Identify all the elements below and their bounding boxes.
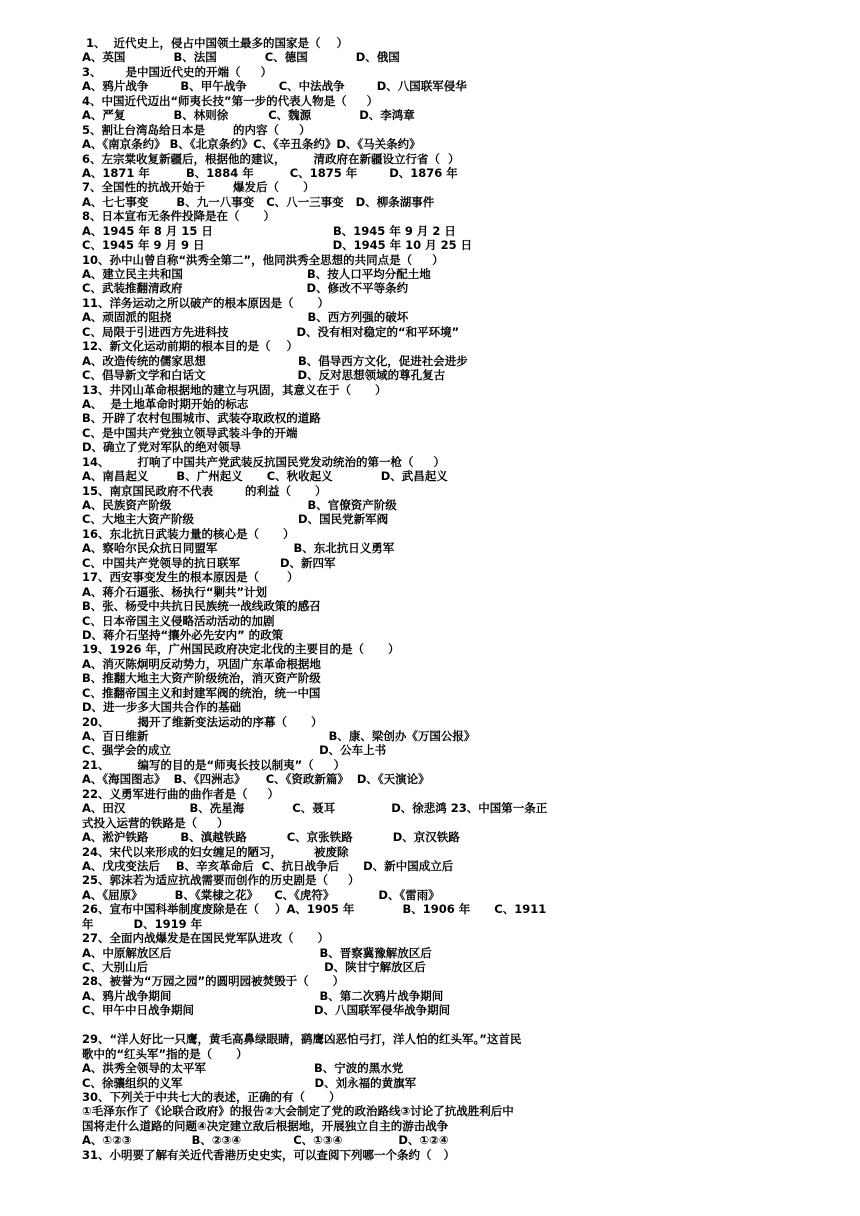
question-line: A、田汉 B、冼星海 C、聂耳 D、徐悲鸿 23、中国第一条正 xyxy=(82,801,548,816)
question-line: 歌中的“红头军”指的是（ ） xyxy=(82,1046,248,1061)
question-line: 12、新文化运动前期的根本目的是（ ） xyxy=(82,339,299,354)
question-line: 年 D、1919 年 xyxy=(82,916,203,931)
question-line: 国将走什么道路的问题④决定建立敌后根据地，开展独立自主的游击战争 xyxy=(82,1118,449,1133)
question-line: 8、日本宣布无条件投降是在（ ） xyxy=(82,209,276,224)
question-line: D、蒋介石坚持“攘外必先安内” 的政策 xyxy=(82,627,284,642)
question-line: A、《南京条约》 B、《北京条约》C、《辛丑条约》D、《马关条约》 xyxy=(82,137,421,152)
question-line: A、七七事变 B、九一八事变 C、八一三事变 D、柳条湖事件 xyxy=(82,194,435,209)
question-line: A、1871 年 B、1884 年 C、1875 年 D、1876 年 xyxy=(82,165,458,180)
question-line: C、倡导新文学和白话文 D、反对思想领域的尊孔复古 xyxy=(82,368,446,383)
question-line: 式投入运营的铁路是（ ） xyxy=(82,815,229,830)
question-line: B、开辟了农村包围城市、武装夺取政权的道路 xyxy=(82,411,321,426)
question-line: 26、宣布中国科举制度废除是在（ ）A、1905 年 B、1906 年 C、1911 xyxy=(82,902,547,917)
question-line: A、百日维新 B、康、梁创办《万国公报》 xyxy=(82,729,476,743)
question-line: ①毛泽东作了《论联合政府》的报告②大会制定了党的政治路线③讨论了抗战胜利后中 xyxy=(82,1104,514,1119)
question-line: 15、南京国民政府不代表 的利益（ ） xyxy=(82,483,327,498)
question-line: 5、割让台湾岛给日本是 的内容（ ） xyxy=(82,122,311,137)
question-line: C、武装推翻清政府 D、修改不平等条约 xyxy=(82,281,409,296)
question-line: 3、 是中国近代史的开端（ ） xyxy=(82,64,273,79)
question-line: 17、西安事变发生的根本原因是（ ） xyxy=(82,570,299,585)
question-line: C、1945 年 9 月 9 日 D、1945 年 10 月 25 日 xyxy=(82,238,473,253)
question-line: B、推翻大地主大资产阶级统治，消灭资产阶级 xyxy=(82,671,321,686)
question-line: C、大地主大资产阶级 D、国民党新军阀 xyxy=(82,512,389,527)
question-line: C、日本帝国主义侵略活动活动的加剧 xyxy=(82,613,275,628)
question-line: 13、井冈山革命根据地的建立与巩固，其意义在于（ ） xyxy=(82,382,387,397)
question-line: 6、左宗棠收复新疆后，根据他的建议， 清政府在新疆设立行省（ ） xyxy=(82,151,460,166)
question-line: 14、 打响了中国共产党武装反抗国民党发动统治的第一枪（ ） xyxy=(82,454,446,469)
question-line: 28、被誉为“万园之园”的圆明园被焚毁于（ ） xyxy=(82,974,345,989)
question-line: 10、孙中山曾自称“洪秀全第二”，他同洪秀全思想的共同点是（ ） xyxy=(82,252,444,267)
question-line: D、确立了党对军队的绝对领导 xyxy=(82,440,242,455)
question-line: 29、“洋人好比一只鹰，黄毛高鼻绿眼睛，鹞鹰凶恶怕弓打，洋人怕的红头军。”这首民 xyxy=(82,1032,522,1047)
question-line: A、建立民主共和国 B、按人口平均分配土地 xyxy=(82,267,431,281)
question-line: C、强学会的成立 D、公车上书 xyxy=(82,743,387,758)
question-line: A、英国 B、法国 C、德国 D、俄国 xyxy=(82,50,400,65)
question-line: A、 是土地革命时期开始的标志 xyxy=(82,396,249,411)
question-line: 24、宋代以来形成的妇女缠足的陋习， 被废除 xyxy=(82,844,349,859)
question-line: A、民族资产阶级 B、官僚资产阶级 xyxy=(82,498,397,512)
question-line: 11、洋务运动之所以破产的根本原因是（ ） xyxy=(82,295,330,310)
question-line: A、戊戌变法后 B、辛亥革命后 C、抗日战争后 D、新中国成立后 xyxy=(82,858,454,873)
question-line: A、察哈尔民众抗日同盟军 B、东北抗日义勇军 xyxy=(82,541,395,556)
question-line: A、蒋介石逼张、杨执行“剿共”计划 xyxy=(82,584,268,599)
exam-question-sheet xyxy=(82,36,602,1162)
blank-line xyxy=(82,1018,602,1032)
question-line: A、洪秀全领导的太平军 B、宁波的黑水党 xyxy=(82,1061,404,1076)
question-line: A、南昌起义 B、广州起义 C、秋收起义 D、武昌起义 xyxy=(82,469,448,484)
question-line: 7、全国性的抗战开始于 爆发后（ ） xyxy=(82,180,315,195)
question-line: 20、 揭开了维新变法运动的序幕（ ） xyxy=(82,714,323,729)
question-line: A、顽固派的阻挠 B、西方列强的破坏 xyxy=(82,310,409,325)
question-line: D、进一步多大国共合作的基础 xyxy=(82,700,242,715)
question-line: C、甲午中日战争期间 D、八国联军侵华战争期间 xyxy=(82,1003,451,1018)
question-line: C、徐骧组织的义军 D、刘永福的黄旗军 xyxy=(82,1075,417,1090)
question-line: 31、小明要了解有关近代香港历史史实，可以查阅下列哪一个条约（ ） xyxy=(82,1147,456,1162)
question-line: 4、中国近代迈出“师夷长技”第一步的代表人物是（ ） xyxy=(82,93,379,108)
question-line: 22、义勇军进行曲的曲作者是（ ） xyxy=(82,786,280,801)
question-line: 19、1926 年，广州国民政府决定北伐的主要目的是（ ） xyxy=(82,642,400,657)
question-line: B、张、杨受中共抗日民族统一战线政策的感召 xyxy=(82,599,321,614)
question-line: A、中原解放区后 B、晋察冀豫解放区后 xyxy=(82,945,432,960)
question-line: A、消灭陈炯明反动势力，巩固广东革命根据地 xyxy=(82,656,321,671)
question-line: A、鸦片战争期间 B、第二次鸦片战争期间 xyxy=(82,988,444,1003)
question-line: C、推翻帝国主义和封建军阀的统治，统一中国 xyxy=(82,685,321,700)
question-line: 16、东北抗日武装力量的核心是（ ） xyxy=(82,526,295,541)
question-line: A、严复 B、林则徐 C、魏源 D、李鸿章 xyxy=(82,108,415,123)
question-line: A、《屈原》 B、《棠棣之花》 C、《虎符》 D、《雷雨》 xyxy=(82,887,440,902)
question-line: C、中国共产党领导的抗日联军 D、新四军 xyxy=(82,555,336,570)
question-line: A、①②③ B、②③④ C、①③④ D、①②④ xyxy=(82,1133,449,1148)
question-line: A、《海国图志》 B、《四洲志》 C、《资政新篇》 D、《天演论》 xyxy=(82,772,430,787)
question-line: C、大别山后 D、陕甘宁解放区后 xyxy=(82,960,426,974)
question-line: A、1945 年 8 月 15 日 B、1945 年 9 月 2 日 xyxy=(82,223,456,238)
question-line: A、改造传统的儒家思想 B、倡导西方文化，促进社会进步 xyxy=(82,353,468,368)
question-line: C、局限于引进西方先进科技 D、没有相对稳定的“和平环境” xyxy=(82,324,460,339)
question-line: C、是中国共产党独立领导武装斗争的开端 xyxy=(82,425,298,440)
question-line: 27、全面内战爆发是在国民党军队进攻（ ） xyxy=(82,931,330,946)
question-line: A、淞沪铁路 B、滇越铁路 C、京张铁路 D、京汉铁路 xyxy=(82,830,460,845)
question-line: 30、下列关于中共七大的表述，正确的有（ ） xyxy=(82,1089,341,1104)
question-line: 1、 近代史上，侵占中国领土最多的国家是（ ） xyxy=(82,36,349,50)
question-line: 21、 编写的目的是“师夷长技以制夷”（ ） xyxy=(82,757,346,772)
question-line: 25、郭沫若为适应抗战需要而创作的历史剧是（ ） xyxy=(82,873,360,888)
question-line: A、鸦片战争 B、甲午战争 C、中法战争 D、八国联军侵华 xyxy=(82,79,467,94)
